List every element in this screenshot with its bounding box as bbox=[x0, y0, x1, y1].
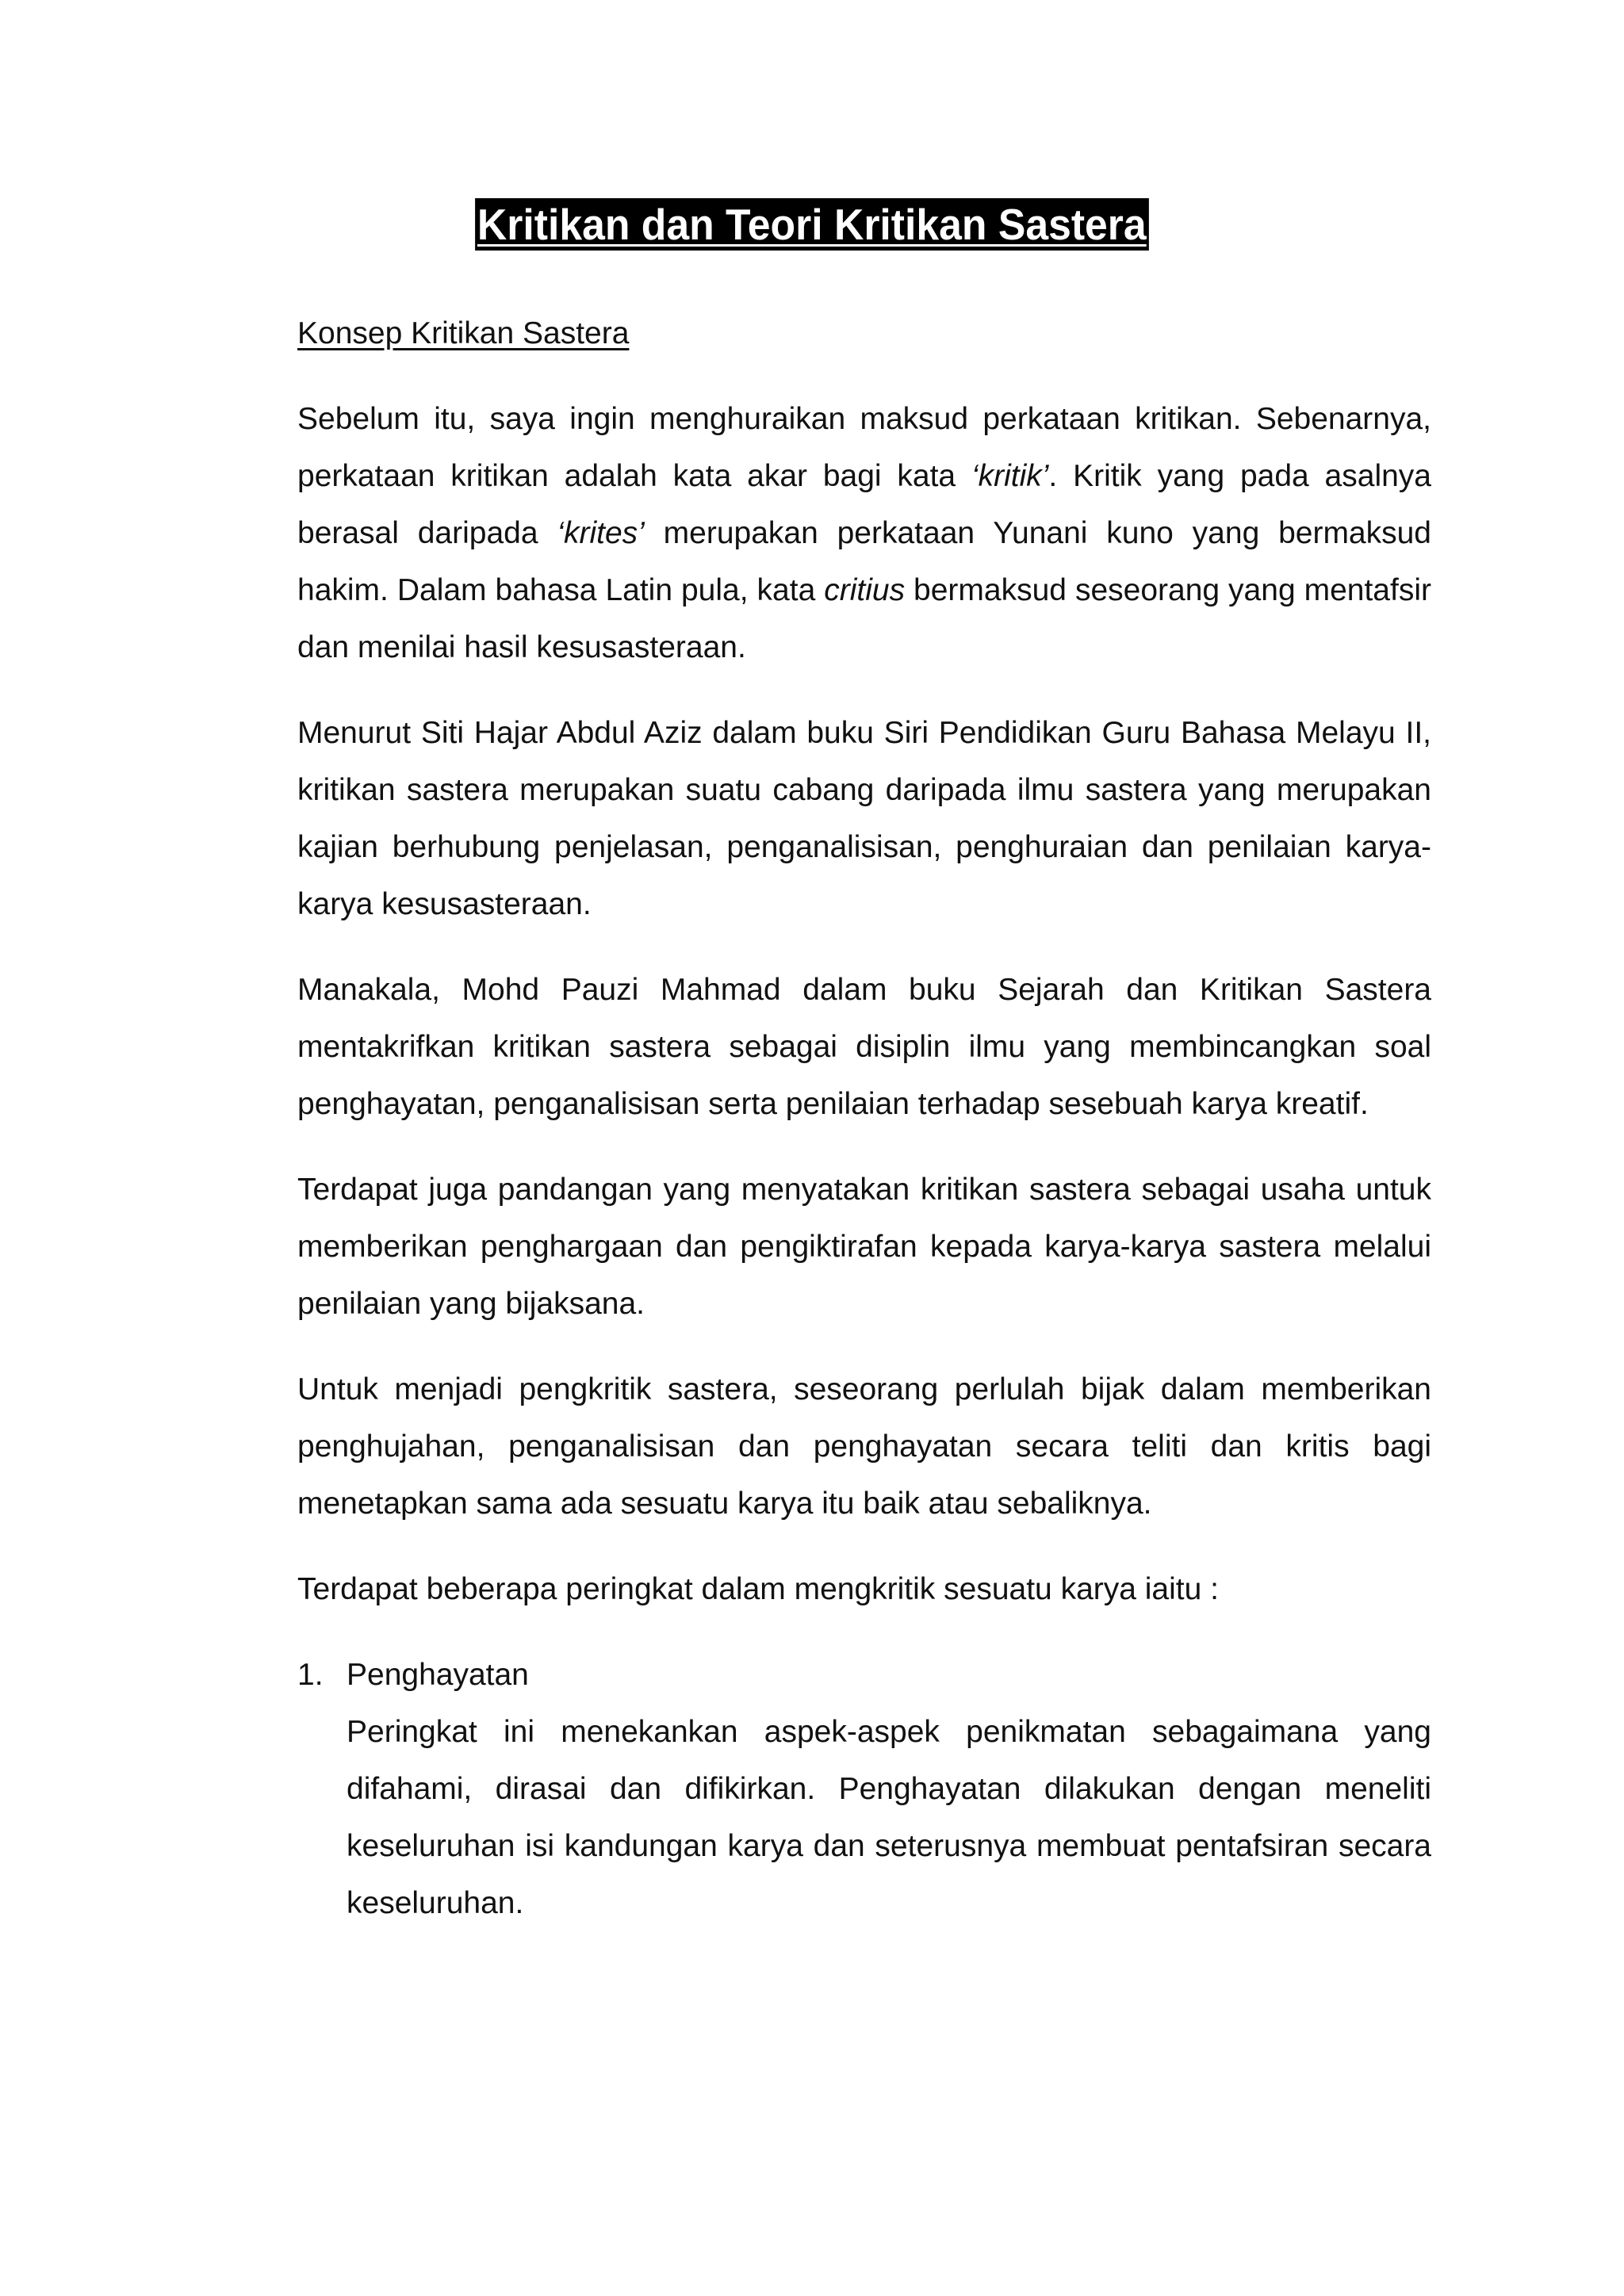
paragraph-2: Menurut Siti Hajar Abdul Aziz dalam buku Siri Pendidikan Guru Bahasa Melayu II, kritikan sastera merupakan suatu cabang daripada ilmu sastera yang merupakan kajian berhubung penjelasan, penganalisisan, penghuraian dan penilaian karya-karya kesusasteraan. bbox=[297, 716, 1431, 921]
list-item-number: 1. bbox=[297, 1658, 324, 1692]
paragraph-3: Manakala, Mohd Pauzi Mahmad dalam buku Sejarah dan Kritikan Sastera mentakrifkan kritikan sastera sebagai disiplin ilmu yang membincangkan soal penghayatan, penganalisisan serta penilaian terhadap sesebuah karya kreatif. bbox=[297, 973, 1431, 1121]
paragraph-1-text-g: bermaksud seseorang yang mentafsir dan menilai hasil kesusasteraan. bbox=[297, 573, 1431, 664]
paragraph-1-text-a: Sebelum itu, saya ingin menghuraikan maksud perkataan kritikan. Sebenarnya, perkataan kritikan adalah kata akar bagi kata bbox=[297, 402, 1431, 493]
section-heading: Konsep Kritikan Sastera bbox=[297, 316, 630, 350]
list-item-title: Penghayatan bbox=[347, 1658, 529, 1692]
term-critius: critius bbox=[824, 573, 906, 607]
document-body bbox=[297, 305, 1431, 1932]
stages-list bbox=[297, 1647, 1431, 1932]
paragraph-5: Untuk menjadi pengkritik sastera, seseorang perlulah bijak dalam memberikan penghujahan, penganalisisan dan penghayatan secara teliti dan kritis bagi menetapkan sama ada sesuatu karya itu baik atau sebaliknya. bbox=[297, 1372, 1431, 1521]
page-title: Kritikan dan Teori Kritikan Sastera bbox=[475, 198, 1148, 251]
list-item bbox=[297, 1647, 1431, 1932]
title-container bbox=[0, 198, 1624, 251]
paragraph-4: Terdapat juga pandangan yang menyatakan kritikan sastera sebagai usaha untuk memberikan penghargaan dan pengiktirafan kepada karya-karya sastera melalui penilaian yang bijaksana. bbox=[297, 1173, 1431, 1321]
list-item-description: Peringkat ini menekankan aspek-aspek penikmatan sebagaimana yang difahami, dirasai dan difikirkan. Penghayatan dilakukan dengan meneliti keseluruhan isi kandungan karya dan seterusnya membuat pentafsiran secara keseluruhan. bbox=[347, 1715, 1431, 1920]
paragraph-1-text-c: . Kritik yang pada asalnya berasal daripada bbox=[297, 459, 1431, 550]
term-kritik: ‘kritik’ bbox=[971, 459, 1049, 493]
paragraph-1 bbox=[297, 391, 1431, 676]
paragraph-1-text-e: merupakan perkataan Yunani kuno yang bermaksud hakim. Dalam bahasa Latin pula, kata bbox=[297, 516, 1431, 607]
paragraph-6: Terdapat beberapa peringkat dalam mengkritik sesuatu karya iaitu : bbox=[297, 1572, 1219, 1606]
term-krites: ‘krites’ bbox=[557, 516, 645, 550]
